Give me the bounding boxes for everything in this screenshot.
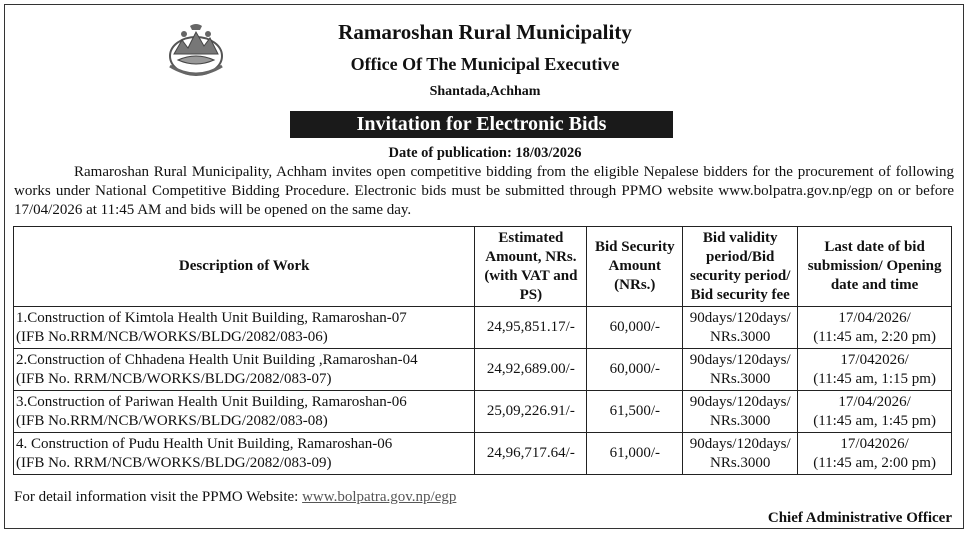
header-bid-security: Bid Security Amount (NRs.) — [587, 227, 683, 307]
security-fee: NRs.3000 — [709, 370, 771, 387]
bids-table — [13, 226, 952, 475]
header-description: Description of Work — [14, 227, 475, 307]
ifb-number: (IFB No.RRM/NCB/WORKS/BLDG/2082/083-08) — [16, 412, 328, 429]
table-row — [14, 349, 952, 391]
header-estimated-amount: Estimated Amount, NRs. (with VAT and PS) — [475, 227, 587, 307]
bid-validity — [683, 349, 798, 391]
submission-date — [798, 391, 952, 433]
last-date: 17/042026/ — [840, 435, 909, 452]
submission-date — [798, 307, 952, 349]
work-description — [14, 307, 475, 349]
submission-date — [798, 433, 952, 475]
bid-validity — [683, 391, 798, 433]
work-title: 2.Construction of Chhadena Health Unit Building ,Ramaroshan-04 — [16, 351, 418, 368]
work-title: 1.Construction of Kimtola Health Unit Building, Ramaroshan-07 — [16, 309, 407, 326]
security-fee: NRs.3000 — [709, 412, 771, 429]
signature-title: Chief Administrative Officer — [767, 510, 952, 526]
opening-time: (11:45 am, 1:45 pm) — [813, 412, 936, 429]
header-bid-validity: Bid validity period/Bid security period/ Bid security fee — [683, 227, 798, 307]
bid-security-amount: 60,000/- — [587, 307, 683, 349]
opening-time: (11:45 am, 2:00 pm) — [813, 454, 936, 471]
work-title: 4. Construction of Pudu Health Unit Building, Ramaroshan-06 — [16, 435, 393, 452]
organization-name: Ramaroshan Rural Municipality — [338, 20, 632, 44]
office-name: Office Of The Municipal Executive — [350, 54, 620, 74]
validity-period: 90days/120days/ — [689, 351, 791, 368]
validity-period: 90days/120days/ — [689, 393, 791, 410]
work-description — [14, 349, 475, 391]
bid-security-amount: 61,000/- — [587, 433, 683, 475]
bid-validity — [683, 433, 798, 475]
office-location: Shantada,Achham — [429, 84, 541, 99]
last-date: 17/042026/ — [840, 351, 909, 368]
estimated-amount: 24,95,851.17/- — [475, 307, 587, 349]
table-header-row — [14, 227, 952, 307]
opening-time: (11:45 am, 1:15 pm) — [813, 370, 936, 387]
estimated-amount: 24,92,689.00/- — [475, 349, 587, 391]
security-fee: NRs.3000 — [709, 328, 771, 345]
ifb-number: (IFB No.RRM/NCB/WORKS/BLDG/2082/083-06) — [16, 328, 328, 345]
table-row — [14, 391, 952, 433]
table-row — [14, 307, 952, 349]
validity-period: 90days/120days/ — [689, 435, 791, 452]
validity-period: 90days/120days/ — [689, 309, 791, 326]
publication-date: Date of publication: 18/03/2026 — [388, 145, 582, 161]
work-description — [14, 433, 475, 475]
notice-title: Invitation for Electronic Bids — [290, 111, 673, 138]
ppmo-website-link[interactable]: www.bolpatra.gov.np/egp — [302, 489, 457, 505]
bid-security-amount: 60,000/- — [587, 349, 683, 391]
table-row — [14, 433, 952, 475]
estimated-amount: 25,09,226.91/- — [475, 391, 587, 433]
header-last-date: Last date of bid submission/ Opening date and time — [798, 227, 952, 307]
bid-security-amount: 61,500/- — [587, 391, 683, 433]
security-fee: NRs.3000 — [709, 454, 771, 471]
opening-time: (11:45 am, 2:20 pm) — [813, 328, 936, 345]
estimated-amount: 24,96,717.64/- — [475, 433, 587, 475]
footer-info — [14, 489, 456, 506]
submission-date — [798, 349, 952, 391]
work-description — [14, 391, 475, 433]
last-date: 17/04/2026/ — [838, 393, 911, 410]
ifb-number: (IFB No. RRM/NCB/WORKS/BLDG/2082/083-07) — [16, 370, 332, 387]
bid-validity — [683, 307, 798, 349]
last-date: 17/04/2026/ — [838, 309, 911, 326]
footer-info-text: For detail information visit the PPMO Website: — [14, 489, 303, 505]
work-title: 3.Construction of Pariwan Health Unit Building, Ramaroshan-06 — [16, 393, 407, 410]
intro-paragraph: Ramaroshan Rural Municipality, Achham invites open competitive bidding from the eligible Nepalese bidders for the procurement of following works under National Competitive Bidding Procedure. Electronic bids must be submitted through PPMO website www.bolpatra.gov.np/egp on or before 17/04/2026 at 11:45 AM and bids will be opened on the same day. — [14, 164, 954, 218]
ifb-number: (IFB No. RRM/NCB/WORKS/BLDG/2082/083-09) — [16, 454, 332, 471]
